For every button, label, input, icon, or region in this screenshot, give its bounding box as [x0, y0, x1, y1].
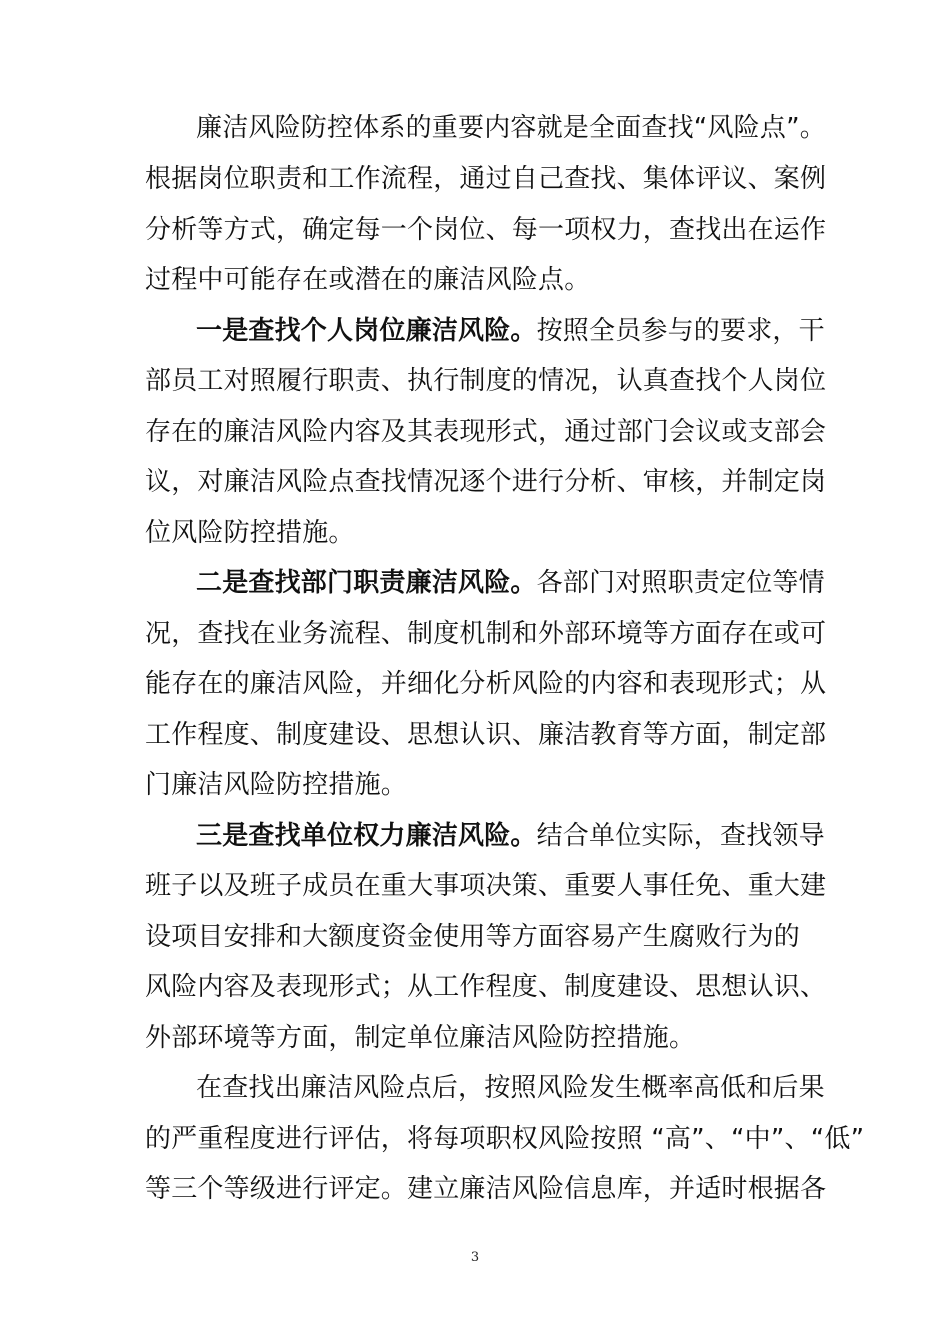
paragraph-2-line-4 [145, 465, 827, 499]
paragraph-2-line-1 [196, 314, 825, 348]
paragraph-1-line-3 [145, 213, 827, 247]
paragraph-text: 位风险防控措施。 [145, 518, 355, 548]
paragraph-3-line-2 [145, 617, 827, 651]
paragraph-lead-heading: 二是查找部门职责廉洁风险。 [196, 568, 537, 598]
paragraph-text: 工作程度、制度建设、思想认识、廉洁教育等方面，制定部 [145, 720, 827, 750]
paragraph-3-line-5 [145, 768, 810, 802]
paragraph-text: 况，查找在业务流程、制度机制和外部环境等方面存在或可 [145, 619, 827, 649]
paragraph-4-line-2 [145, 869, 827, 903]
paragraph-1-line-1 [196, 111, 826, 145]
paragraph-text: 存在的廉洁风险内容及其表现形式，通过部门会议或支部会 [145, 417, 827, 447]
paragraph-lead-heading: 三是查找单位权力廉洁风险。 [196, 821, 537, 851]
paragraph-2-line-3 [145, 415, 827, 449]
paragraph-lead-heading: 一是查找个人岗位廉洁风险。 [196, 316, 537, 346]
paragraph-text: 按照全员参与的要求，干 [536, 316, 825, 346]
paragraph-text: 设项目安排和大额度资金使用等方面容易产生腐败行为的 [145, 922, 801, 952]
paragraph-1-line-2 [145, 162, 827, 196]
paragraph-4-line-3 [145, 920, 810, 954]
paragraph-text: 外部环境等方面，制定单位廉洁风险防控措施。 [145, 1023, 696, 1053]
paragraph-3-line-3 [145, 667, 827, 701]
paragraph-5-line-2 [145, 1122, 865, 1156]
paragraph-4-line-4 [145, 970, 827, 1004]
paragraph-text: 部员工对照履行职责、执行制度的情况，认真查找个人岗位 [145, 366, 827, 396]
paragraph-4-line-5 [145, 1021, 810, 1055]
paragraph-text: 廉洁风险防控体系的重要内容就是全面查找“风险点”。 [196, 113, 826, 143]
paragraph-text: 风险内容及表现形式；从工作程度、制度建设、思想认识、 [145, 972, 827, 1002]
paragraph-1-line-4 [145, 263, 810, 297]
paragraph-4-line-1 [196, 819, 825, 853]
paragraph-text: 的严重程度进行评估，将每项职权风险按照 “高”、“中”、“低” [145, 1124, 865, 1154]
paragraph-text: 结合单位实际，查找领导 [536, 821, 825, 851]
paragraph-3-line-1 [196, 566, 825, 600]
paragraph-text: 分析等方式，确定每一个岗位、每一项权力，查找出在运作 [145, 215, 827, 245]
paragraph-5-line-3 [145, 1172, 827, 1206]
paragraph-text: 班子以及班子成员在重大事项决策、重要人事任免、重大建 [145, 871, 827, 901]
paragraph-5-line-1 [196, 1071, 825, 1105]
paragraph-3-line-4 [145, 718, 827, 752]
paragraph-text: 根据岗位职责和工作流程，通过自己查找、集体评议、案例 [145, 164, 827, 194]
page-number: 3 [470, 1250, 480, 1265]
paragraph-text: 议，对廉洁风险点查找情况逐个进行分析、审核，并制定岗 [145, 467, 827, 497]
paragraph-text: 各部门对照职责定位等情 [536, 568, 825, 598]
paragraph-2-line-5 [145, 516, 810, 550]
paragraph-text: 能存在的廉洁风险，并细化分析风险的内容和表现形式；从 [145, 669, 827, 699]
paragraph-text: 门廉洁风险防控措施。 [145, 770, 408, 800]
paragraph-text: 在查找出廉洁风险点后，按照风险发生概率高低和后果 [196, 1073, 825, 1103]
paragraph-text: 过程中可能存在或潜在的廉洁风险点。 [145, 265, 591, 295]
paragraph-text: 等三个等级进行评定。建立廉洁风险信息库，并适时根据各 [145, 1174, 827, 1204]
paragraph-2-line-2 [145, 364, 827, 398]
